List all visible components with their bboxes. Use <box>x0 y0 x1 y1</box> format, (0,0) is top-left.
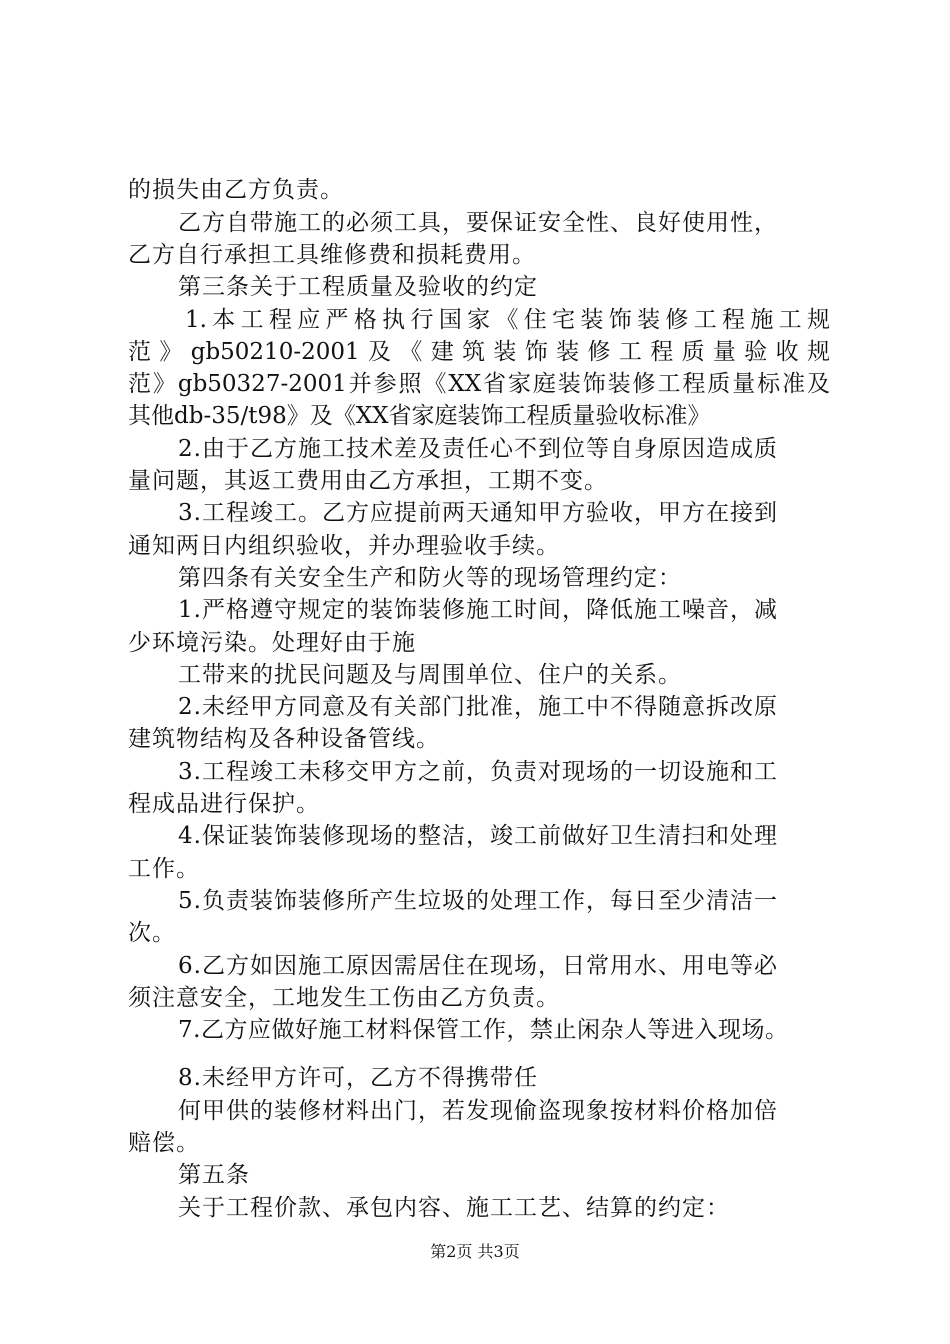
text-line: 工带来的扰民问题及与周围单位、住户的关系。 <box>178 662 682 688</box>
text-line: 次。 <box>128 920 176 946</box>
section-heading: 第四条有关安全生产和防火等的现场管理约定： <box>178 565 682 591</box>
page-footer: 第2页 共3页 <box>430 1242 520 1261</box>
text-line: 2.由于乙方施工技术差及责任心不到位等自身原因造成质 <box>178 436 778 462</box>
text-line: 4.保证装饰装修现场的整洁，竣工前做好卫生清扫和处理 <box>178 823 778 849</box>
text-line: 乙方自行承担工具维修费和损耗费用。 <box>128 242 536 268</box>
text-line: 少环境污染。处理好由于施 <box>128 630 416 656</box>
text-line: 工作。 <box>128 856 200 882</box>
text-line: 关于工程价款、承包内容、施工工艺、结算的约定： <box>178 1195 730 1221</box>
section-heading: 第五条 <box>178 1162 250 1188</box>
text-line: 3.工程竣工。乙方应提前两天通知甲方验收，甲方在接到 <box>178 500 778 526</box>
text-line: 量问题，其返工费用由乙方承担，工期不变。 <box>128 468 608 494</box>
text-line: 1.本工程应严格执行国家《住宅装饰装修工程施工规 <box>185 307 830 333</box>
text-line: 5.负责装饰装修所产生垃圾的处理工作，每日至少清洁一 <box>178 888 778 914</box>
text-line: 其他db-35/t98》及《XX省家庭装饰工程质量验收标准》 <box>128 403 711 429</box>
text-line: 8.未经甲方许可，乙方不得携带任 <box>178 1065 538 1091</box>
text-line: 2.未经甲方同意及有关部门批准，施工中不得随意拆改原 <box>178 694 778 720</box>
text-line: 何甲供的装修材料出门，若发现偷盗现象按材料价格加倍 <box>178 1098 778 1124</box>
text-line: 赔偿。 <box>128 1130 200 1156</box>
text-line: 通知两日内组织验收，并办理验收手续。 <box>128 533 560 559</box>
text-line: 的损失由乙方负责。 <box>128 177 344 203</box>
text-line: 建筑物结构及各种设备管线。 <box>128 726 440 752</box>
text-line: 乙方自带施工的必须工具，要保证安全性、良好使用性， <box>178 210 778 236</box>
text-line: 3.工程竣工未移交甲方之前，负责对现场的一切设施和工 <box>178 759 778 785</box>
text-line: 程成品进行保护。 <box>128 791 320 817</box>
text-line: 7.乙方应做好施工材料保管工作，禁止闲杂人等进入现场。 <box>178 1017 789 1043</box>
text-line: 1.严格遵守规定的装饰装修施工时间，降低施工噪音，减 <box>178 597 778 623</box>
text-line: 范》gb50210-2001及《建筑装饰装修工程质量验收规 <box>128 339 830 365</box>
text-line: 6.乙方如因施工原因需居住在现场，日常用水、用电等必 <box>178 953 778 979</box>
text-line: 范》gb50327-2001并参照《XX省家庭装饰装修工程质量标准及 <box>128 371 830 397</box>
section-heading: 第三条关于工程质量及验收的约定 <box>178 274 538 300</box>
text-line: 须注意安全，工地发生工伤由乙方负责。 <box>128 985 560 1011</box>
